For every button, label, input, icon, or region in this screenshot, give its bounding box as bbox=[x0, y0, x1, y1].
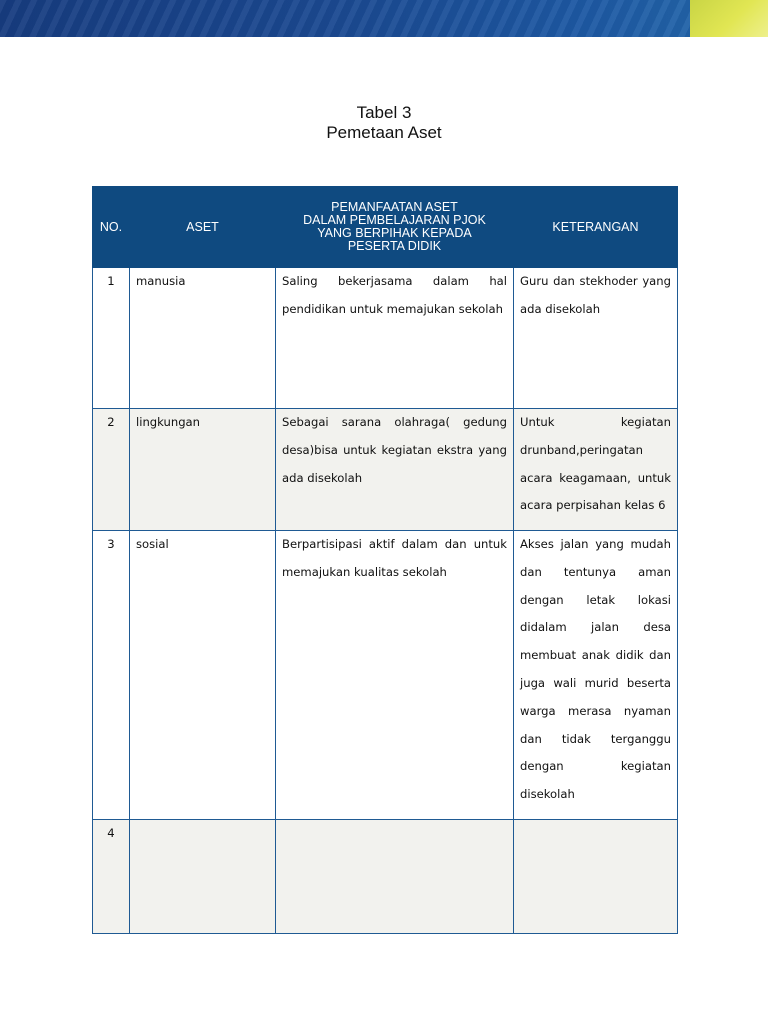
asset-mapping-table bbox=[92, 186, 678, 934]
cell-no: 4 bbox=[93, 820, 130, 934]
cell-keterangan: Untuk kegiatan drunband,peringatan acara keagamaan, untuk acara perpisahan kelas 6 bbox=[514, 409, 678, 531]
cell-pemanfaatan: Berpartisipasi aktif dalam dan untuk memajukan kualitas sekolah bbox=[276, 531, 514, 820]
table-row bbox=[93, 268, 678, 409]
header-keterangan: KETERANGAN bbox=[514, 187, 678, 268]
header-pemanfaatan-line: PEMANFAATAN ASET bbox=[331, 200, 458, 214]
header-pemanfaatan-line: DALAM PEMBELAJARAN PJOK bbox=[303, 213, 486, 227]
cell-keterangan bbox=[514, 820, 678, 934]
banner-accent bbox=[690, 0, 768, 37]
cell-aset: manusia bbox=[130, 268, 276, 409]
cell-no: 3 bbox=[93, 531, 130, 820]
cell-pemanfaatan: Sebagai sarana olahraga( gedung desa)bisa untuk kegiatan ekstra yang ada disekolah bbox=[276, 409, 514, 531]
caption-title: Tabel 3 bbox=[356, 103, 412, 122]
table-row bbox=[93, 531, 678, 820]
banner-texture bbox=[0, 0, 768, 37]
header-pemanfaatan-line: PESERTA DIDIK bbox=[347, 239, 442, 253]
table-row bbox=[93, 409, 678, 531]
table-caption bbox=[0, 103, 768, 143]
header-pemanfaatan-line: YANG BERPIHAK KEPADA bbox=[317, 226, 472, 240]
cell-aset bbox=[130, 820, 276, 934]
cell-keterangan: Guru dan stekhoder yang ada disekolah bbox=[514, 268, 678, 409]
header-no: NO. bbox=[93, 187, 130, 268]
cell-keterangan: Akses jalan yang mudah dan tentunya aman dengan letak lokasi didalam jalan desa membuat anak didik dan juga wali murid beserta warga merasa nyaman dan tidak terganggu dengan kegiatan disekolah bbox=[514, 531, 678, 820]
cell-pemanfaatan: Saling bekerjasama dalam hal pendidikan untuk memajukan sekolah bbox=[276, 268, 514, 409]
header-pemanfaatan bbox=[276, 187, 514, 268]
table-header-row bbox=[93, 187, 678, 268]
header-banner bbox=[0, 0, 768, 37]
cell-no: 1 bbox=[93, 268, 130, 409]
table-row bbox=[93, 820, 678, 934]
cell-pemanfaatan bbox=[276, 820, 514, 934]
cell-aset: sosial bbox=[130, 531, 276, 820]
caption-subtitle: Pemetaan Aset bbox=[326, 123, 442, 142]
cell-aset: lingkungan bbox=[130, 409, 276, 531]
cell-no: 2 bbox=[93, 409, 130, 531]
header-aset: ASET bbox=[130, 187, 276, 268]
